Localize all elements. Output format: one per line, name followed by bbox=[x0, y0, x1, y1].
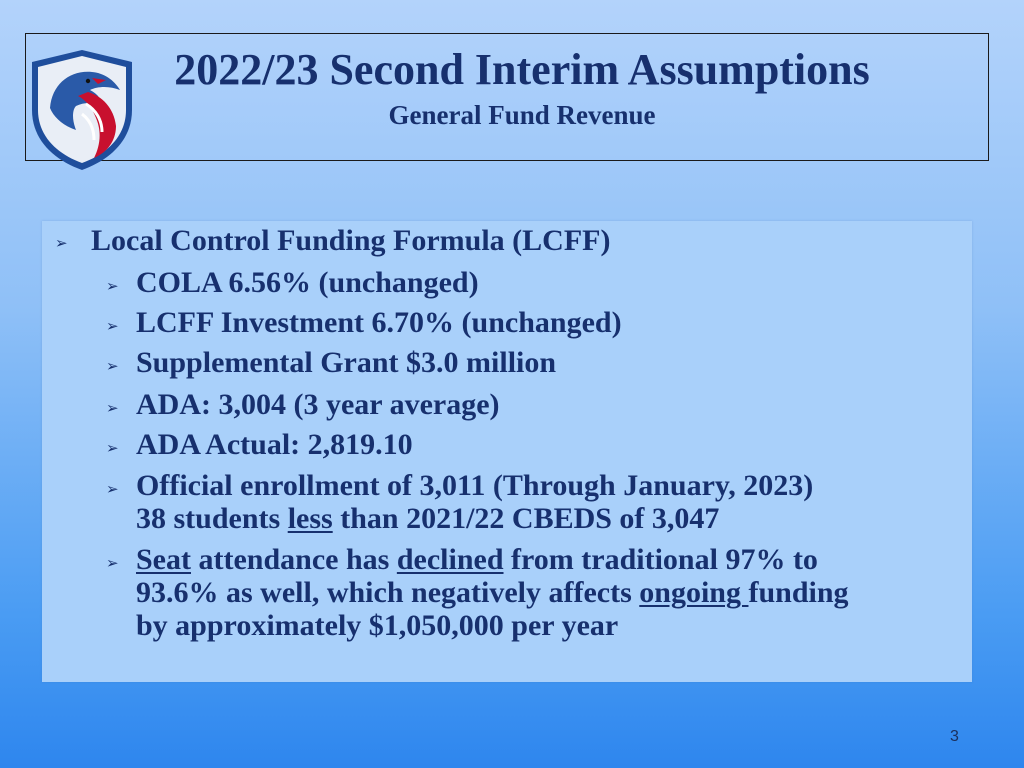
enrollment-text-a: 38 students bbox=[136, 502, 288, 535]
seat-text-a: attendance has bbox=[191, 543, 397, 576]
page-subtitle: General Fund Revenue bbox=[388, 100, 656, 130]
page-number: 3 bbox=[950, 728, 959, 745]
seat-underline-declined: declined bbox=[396, 543, 504, 576]
enrollment-underline-less: less bbox=[287, 502, 333, 535]
bullet-arrow-icon: ➢ bbox=[106, 357, 119, 375]
enrollment-text-b: than 2021/22 CBEDS of 3,047 bbox=[332, 502, 720, 535]
bullet-cola: COLA 6.56% (unchanged) bbox=[136, 266, 479, 299]
bullet-ada: ADA: 3,004 (3 year average) bbox=[136, 388, 500, 421]
seat-underline-seat: Seat bbox=[136, 543, 191, 576]
seat-underline-ongoing: ongoing bbox=[639, 576, 749, 609]
main-bullet-lcff: Local Control Funding Formula (LCFF) bbox=[91, 224, 611, 257]
bullet-arrow-icon: ➢ bbox=[106, 439, 119, 457]
bullet-arrow-icon: ➢ bbox=[106, 399, 119, 417]
enrollment-line-2 bbox=[136, 502, 813, 535]
bullet-arrow-icon: ➢ bbox=[106, 317, 119, 335]
bullet-supplemental-grant: Supplemental Grant $3.0 million bbox=[136, 346, 557, 379]
bullet-ada-actual: ADA Actual: 2,819.10 bbox=[136, 428, 413, 461]
bullet-lcff-investment: LCFF Investment 6.70% (unchanged) bbox=[136, 306, 622, 339]
bullet-enrollment bbox=[136, 469, 813, 535]
content-panel bbox=[42, 221, 972, 682]
bullet-arrow-icon: ➢ bbox=[55, 234, 68, 252]
bullet-seat-attendance bbox=[136, 543, 849, 642]
bullet-arrow-icon: ➢ bbox=[106, 480, 119, 498]
bullet-arrow-icon: ➢ bbox=[106, 554, 119, 572]
seat-text-b: from traditional 97% to bbox=[503, 543, 818, 576]
seat-line-1 bbox=[136, 543, 849, 576]
seat-line-3: by approximately $1,050,000 per year bbox=[136, 609, 619, 642]
page-title: 2022/23 Second Interim Assumptions bbox=[174, 45, 870, 94]
seat-line2-text-b: funding bbox=[748, 576, 849, 609]
enrollment-line-1: Official enrollment of 3,011 (Through January, 2023) bbox=[136, 469, 814, 502]
bullet-arrow-icon: ➢ bbox=[106, 277, 119, 295]
seat-line2-text-a: 93.6% as well, which negatively affects bbox=[136, 576, 640, 609]
seat-line-2 bbox=[136, 576, 849, 609]
